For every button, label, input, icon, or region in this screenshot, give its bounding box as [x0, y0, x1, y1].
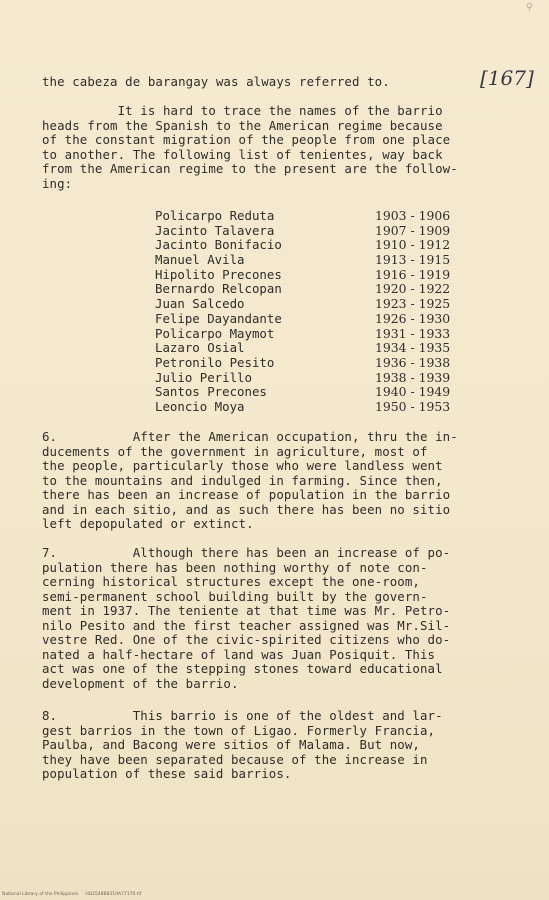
teniente-years: 1931 - 1933	[375, 325, 451, 341]
text-line: and in each sitio, and as such there has been no sitio	[42, 501, 451, 517]
text-line: nated a half-hectare of land was Juan Posiquit. This	[42, 646, 436, 662]
teniente-years: 1926 - 1930	[375, 310, 451, 326]
teniente-name: Jacinto Bonifacio	[155, 237, 282, 253]
text-line: left depopulated or extinct.	[42, 516, 254, 531]
text-line: ducements of the government in agriculture, most of	[42, 443, 428, 459]
section-6	[42, 430, 522, 532]
teniente-years: 1903 - 1906	[375, 208, 451, 223]
archive-footer: National Library of the Philippines HD254888319A77170.tif	[2, 892, 142, 897]
teniente-name: Felipe Dayandante	[155, 310, 282, 326]
text-line: ment in 1937. The teniente at that time was Mr. Petro-	[42, 603, 451, 618]
teniente-years: 1923 - 1925	[375, 296, 451, 312]
teniente-name: Jacinto Talavera	[155, 222, 275, 238]
text-line: ing:	[42, 175, 73, 191]
text-line: act was one of the stepping stones toward educational	[42, 661, 443, 676]
teniente-years: 1936 - 1938	[375, 354, 451, 370]
text-line: development of the barrio.	[42, 675, 239, 691]
text-line: nilo Pesito and the first teacher assigned was Mr.Sil-	[42, 617, 451, 633]
teniente-name: Policarpo Maymot	[155, 325, 275, 341]
text-line: 6. After the American occupation, thru the in-	[42, 429, 458, 444]
teniente-name: Petronilo Pesito	[155, 354, 275, 370]
text-line: 8. This barrio is one of the oldest and lar-	[42, 708, 443, 723]
teniente-years: 1934 - 1935	[375, 340, 451, 356]
corner-mark: ⚲	[525, 2, 533, 13]
teniente-years: 1916 - 1919	[375, 266, 451, 282]
teniente-name: Leoncio Moya	[155, 398, 245, 414]
text-line: heads from the Spanish to the American regime because	[42, 117, 443, 133]
text-line: Paulba, and Bacong were sitios of Malama. But now,	[42, 737, 420, 752]
text-line: of the constant migration of the people from one place	[42, 132, 451, 147]
section-8	[42, 709, 522, 782]
teniente-name: Julio Perillo	[155, 369, 252, 385]
text-line: to another. The following list of tenientes, way back	[42, 146, 443, 162]
text-line: the people, particularly those who were landless went	[42, 458, 443, 473]
text-line: population of these said barrios.	[42, 766, 292, 781]
section-7	[42, 546, 522, 691]
text-line: to the mountains and indulged in farming. Since then,	[42, 472, 443, 488]
teniente-name: Manuel Avila	[155, 252, 245, 268]
intro-paragraph	[42, 104, 522, 191]
teniente-name: Policarpo Reduta	[155, 208, 275, 223]
teniente-name: Juan Salcedo	[155, 296, 245, 312]
opening-line: the cabeza de barangay was always referred to.	[42, 74, 390, 89]
handwritten-page-number: [167]	[480, 66, 534, 90]
text-line: cerning historical structures except the one-room,	[42, 574, 420, 589]
text-line: vestre Red. One of the civic-spirited citizens who do-	[42, 632, 451, 647]
teniente-years: 1910 - 1912	[375, 237, 451, 253]
teniente-years: 1907 - 1909	[375, 222, 451, 238]
teniente-name: Santos Precones	[155, 384, 267, 400]
text-line: pulation there has been nothing worthy of note con-	[42, 559, 428, 575]
teniente-years: 1950 - 1953	[375, 398, 451, 414]
teniente-name: Lazaro Osial	[155, 340, 245, 356]
text-line: they have been separated because of the increase in	[42, 751, 428, 767]
teniente-years: 1913 - 1915	[375, 252, 451, 268]
teniente-name: Bernardo Relcopan	[155, 281, 282, 297]
teniente-years: 1938 - 1939	[375, 369, 451, 385]
text-line: semi-permanent school building built by the govern-	[42, 588, 428, 604]
text-line: It is hard to trace the names of the barrio	[42, 103, 443, 118]
text-line: 7. Although there has been an increase of po-	[42, 545, 451, 560]
text-line: from the American regime to the present are the follow-	[42, 161, 458, 176]
teniente-years: 1940 - 1949	[375, 384, 451, 400]
text-line: gest barrios in the town of Ligao. Formerly Francia,	[42, 722, 436, 738]
text-line: there has been an increase of population in the barrio	[42, 487, 451, 502]
teniente-name: Hipolito Precones	[155, 266, 282, 282]
teniente-years: 1920 - 1922	[375, 281, 451, 297]
